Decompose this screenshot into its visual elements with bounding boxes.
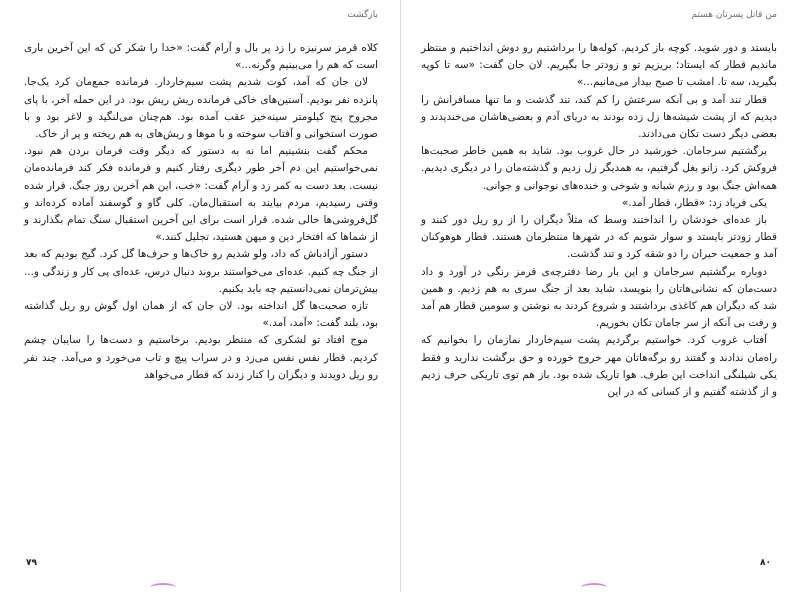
paragraph: بایستد و دور شوید. کوچه باز کردیم. کوله‌ها را برداشتیم رو دوش انداختیم و منتظر ماندیم قطار که ایستاد؛ بریزیم تو و زودتر جا بگیریم. لان جان گفت: «سه تا کوپه بگیرید، سه تا. امشب تا صبح بیدار می‌مانیم...» (421, 42, 777, 89)
paragraph: کلاه قرمز سرنیزه را زد پر بال و آرام گفت: «خدا را شکر کن که این آخرین باری است که هم را می‌بینیم وگرنه...» (24, 42, 378, 72)
page-number: ۸۰ (760, 558, 771, 568)
running-head: من قاتل پسرتان هستم (691, 10, 777, 20)
page-edge-mark (581, 583, 607, 592)
paragraph: باز عده‌ای خودشان را انداختند وسط که مثلاً دیگران را از رو ریل دور کنند و قطار زودتر بایستد و سوار شویم که در شهرها منتظرمان هستند. قطار هوهوکنان آمد و جمعیت حیران را دو شقه کرد و تند گذشت. (421, 214, 777, 261)
paragraph: لان جان که آمد، کوت شدیم پشت سیم‌خاردار. فرمانده جمع‌مان کرد یک‌جا. پانزده نفر بودیم. آستین‌های خاکی فرمانده ریش ریش بود. در این حمله آخر، با پای مجروح پنج کیلومتر سینه‌خیز عقب آمده بود. هم‌چنان می‌لنگید و لاغر بود و با صورت استخوانی و آفتاب سوخته و با موها و ریش‌های به هم ریخته و پر از خاک. (24, 76, 378, 141)
running-head: بازگشت (347, 10, 378, 20)
paragraph: قطار تند آمد و بی آنکه سرعتش را کم کند، تند گذشت و ما تنها مسافرانش را دیدیم که از پشت شیشه‌ها زل زده بودند به دریای آدم و بعضی‌هاشان می‌خندیدند و بعضی دیگر دست تکان می‌دادند. (421, 93, 777, 141)
paragraph: یکی فریاد زد: «قطار، قطار آمد.» (622, 196, 767, 209)
left-page (0, 0, 400, 592)
page-number: ۷۹ (26, 558, 37, 568)
paragraph: محکم گفت بنشینیم اما نه به دستور که دیگر وقت فرمان بردن هم نبود. نمی‌خواستیم این دم آخر طور دیگری رفتار کنیم و فرمانده فکر کند فرمانده‌مان نیست. بعد دست به کمر زد و آرام گفت: «خب، این هم آخرین روز جنگ. قرار شده وقتی رسیدیم، مردم بیایند به استقبال‌مان. کلی گاو و گوسفند آماده کرده‌اند و گل‌فروشی‌ها خالی شده. قرار است برای این آخرین استقبال سنگ تمام بگذارند و از شماها که افتخار دین و میهن هستید، تجلیل کنند.» (24, 145, 378, 244)
right-page (401, 0, 801, 592)
paragraph: تازه صحبت‌ها گل انداخته بود. لان جان که از همان اول گوش رو ریل گذاشته بود، بلند گفت: «آمد، آمد.» (24, 300, 378, 330)
paragraph: دستور آزادباش که داد، ولو شدیم رو خاک‌ها و حرف‌ها گل کرد. گیج بودیم که بعد از جنگ چه کنیم. عده‌ای می‌خواستند بروند دنبال درس، عده‌ای پی کار و زندگی و... بیش‌ترمان نمی‌دانستیم چه باید بکنیم. (24, 248, 378, 295)
page-body (421, 40, 777, 401)
paragraph: آفتاب غروب کرد. خواستیم برگردیم پشت سیم‌خاردار نمازمان را بخوانیم که راه‌مان ندادند و گفتند رو برگه‌هاتان مهر خروج خورده و حق برگشت ندارید و فقط یکی شیلنگی انداخت این طرف. هوا تاریک شده بود. باز هم توی تاریکی حرف زدیم و از گذشته گفتیم و از کسانی که در این (421, 334, 777, 399)
paragraph: دوباره برگشتیم سرجامان و این بار رضا دفترچه‌ی قرمز رنگی در آورد و داد دست‌مان که نشانی‌هاتان را بنویسد، شاید بعد از جنگ سری به هم زدیم. و همین شد که دیگران هم کاغذی برداشتند و شروع کردند به نوشتن و سومین قطار هم آمد و رفت بی آنکه از سر جامان تکان بخوریم. (421, 265, 777, 330)
paragraph: برگشتیم سرجامان. خورشید در حال غروب بود. شاید به همین خاطر صحبت‌ها فروکش کرد. زانو بغل گرفتیم، به همدیگر زل زدیم و گذشته‌مان را در دیگری دیدیم. همه‌اش جنگ بود و رزم شبانه و شوخی و خنده‌های نوجوانی و جوانی. (421, 145, 777, 192)
paragraph: موج افتاد تو لشکری که منتظر بودیم. برخاستیم و دست‌ها را سایبان چشم کردیم. قطار نفس نفس می‌زد و در سراب پیچ و تاب می‌خورد و می‌آمد. چند نفر رو ریل دویدند و دیگران را کنار زدند که قطار می‌خواهد (24, 334, 378, 381)
page-body (24, 40, 378, 384)
page-edge-mark (150, 583, 176, 592)
